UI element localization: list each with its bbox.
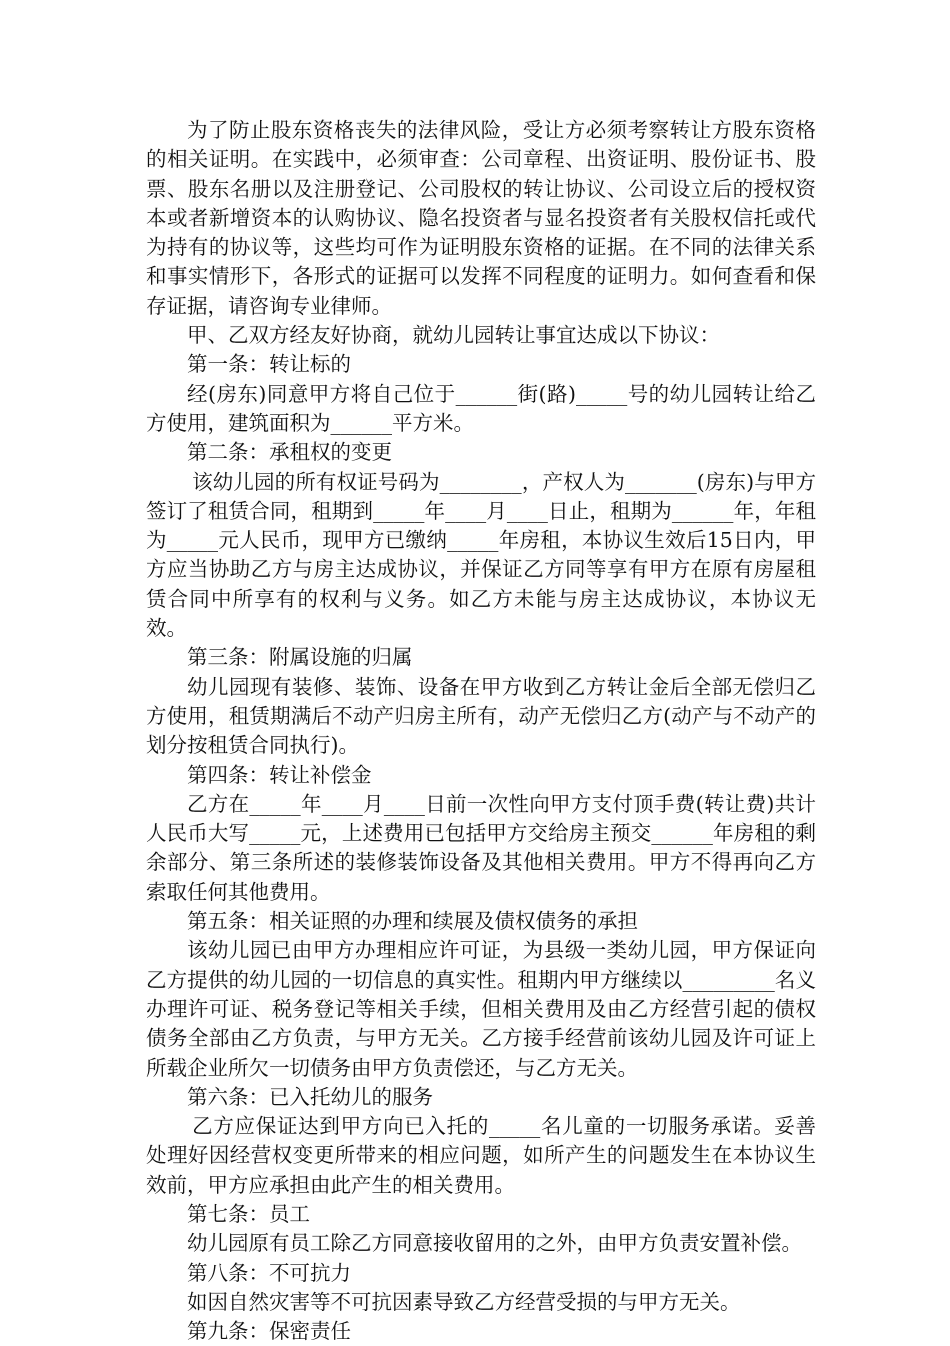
- article-6-body: 乙方应保证达到甲方向已入托的_____名儿童的一切服务承诺。妥善处理好因经营权变更所带来的相应问题，如所产生的问题发生在本协议生效前，甲方应承担由此产生的相关费用。: [146, 1114, 816, 1197]
- article-8-heading: 第八条：不可抗力: [187, 1260, 351, 1285]
- article-2-body: 该幼儿园的所有权证号码为________，产权人为_______(房东)与甲方签订了租赁合同，租期到_____年____月____日止，租期为______年，年租为_____元人民币，现甲方已缴纳_____年房租，本协议生效后15日内，甲方应当协助乙方与房主达成协议，并保证乙方同等享有甲方在原有房屋租赁合同中所享有的权利与义务。如乙方未能与房主达成协议，本协议无效。: [146, 469, 816, 641]
- article-1-heading: 第一条：转让标的: [187, 352, 351, 377]
- document-page: [146, 116, 816, 1346]
- article-7-heading: 第七条：员工: [187, 1201, 310, 1226]
- article-7-body: 幼儿园原有员工除乙方同意接收留用的之外，由甲方负责安置补偿。: [187, 1231, 802, 1256]
- article-8-body: 如因自然灾害等不可抗因素导致乙方经营受损的与甲方无关。: [187, 1289, 741, 1314]
- article-5-heading: 第五条：相关证照的办理和续展及债权债务的承担: [187, 909, 638, 934]
- article-1-body: 经(房东)同意甲方将自己位于______街(路)_____号的幼儿园转让给乙方使用，建筑面积为______平方米。: [146, 381, 816, 435]
- article-4-body: 乙方在_____年____月____日前一次性向甲方支付顶手费(转让费)共计人民币大写_____元，上述费用已包括甲方交给房主预交______年房租的剩余部分、第三条所述的装修装饰设备及其他相关费用。甲方不得再向乙方索取任何其他费用。: [146, 791, 816, 904]
- article-3-heading: 第三条：附属设施的归属: [187, 645, 413, 670]
- paragraph-preamble: 甲、乙双方经友好协商，就幼儿园转让事宜达成以下协议：: [187, 323, 720, 348]
- article-5-body: 该幼儿园已由甲方办理相应许可证，为县级一类幼儿园，甲方保证向乙方提供的幼儿园的一切信息的真实性。租期内甲方继续以_________名义办理许可证、税务登记等相关手续，但相关费用及由乙方经营引起的债权债务全部由乙方负责，与甲方无关。乙方接手经营前该幼儿园及许可证上所载企业所欠一切债务由甲方负责偿还，与乙方无关。: [146, 938, 816, 1080]
- article-4-heading: 第四条：转让补偿金: [187, 762, 372, 787]
- article-9-heading: 第九条：保密责任: [187, 1319, 351, 1344]
- paragraph-intro: 为了防止股东资格丧失的法律风险，受让方必须考察转让方股东资格的相关证明。在实践中，必须审查：公司章程、出资证明、股份证书、股票、股东名册以及注册登记、公司股权的转让协议、公司设立后的授权资本或者新增资本的认购协议、隐名投资者与显名投资者有关股权信托或代为持有的协议等，这些均可作为证明股东资格的证据。在不同的法律关系和事实情形下，各形式的证据可以发挥不同程度的证明力。如何查看和保存证据，请咨询专业律师。: [146, 118, 816, 318]
- article-3-body: 幼儿园现有装修、装饰、设备在甲方收到乙方转让金后全部无偿归乙方使用，租赁期满后不动产归房主所有，动产无偿归乙方(动产与不动产的划分按租赁合同执行)。: [146, 674, 816, 758]
- article-6-heading: 第六条：已入托幼儿的服务: [187, 1084, 433, 1109]
- article-2-heading: 第二条：承租权的变更: [187, 440, 392, 465]
